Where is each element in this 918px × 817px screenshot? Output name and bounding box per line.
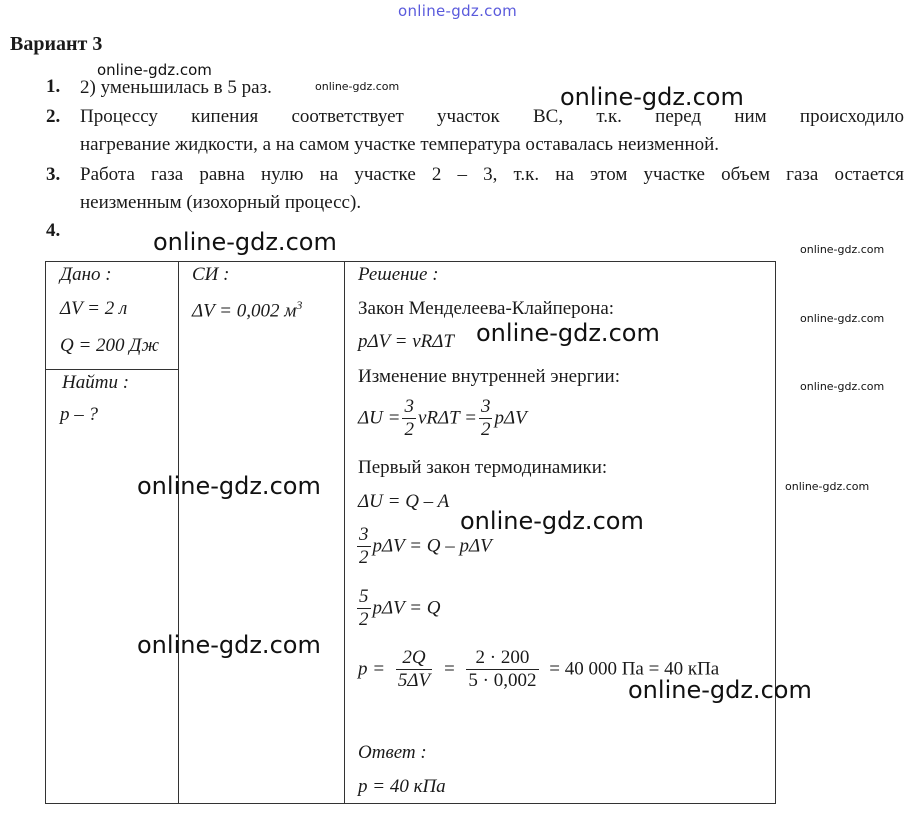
law-first-thermo: Первый закон термодинамики:	[358, 457, 608, 478]
law-internal-energy: Изменение внутренней энергии:	[358, 366, 620, 387]
eq4-rest: pΔV = Q – pΔV	[372, 535, 492, 557]
eq6-frac1-num: 2Q	[396, 647, 432, 670]
eq2-frac-a-num: 3	[404, 396, 414, 417]
watermark-11: online-gdz.com	[476, 319, 660, 347]
eq6-frac1-den: 5ΔV	[397, 670, 431, 691]
si-volume	[192, 298, 302, 322]
watermark-1: online-gdz.com	[97, 61, 212, 79]
eq6-fraction-2	[466, 647, 538, 692]
watermark-7: online-gdz.com	[800, 380, 885, 393]
find-heading: Найти :	[62, 372, 130, 393]
eq2-frac-b-num: 3	[480, 396, 491, 417]
answer-value: p = 40 кПа	[358, 776, 446, 797]
watermark-6: online-gdz.com	[800, 312, 885, 325]
given-heading: Дано :	[60, 264, 112, 285]
si-volume-exponent: 3	[296, 298, 303, 312]
eq6-frac2-den: 5 · 0,002	[468, 670, 537, 691]
solution-heading: Решение :	[358, 264, 439, 285]
watermark-10: online-gdz.com	[137, 631, 321, 659]
item-3-number: 3.	[46, 164, 61, 185]
find-cell	[46, 370, 179, 804]
eq5-frac-den: 2	[359, 609, 369, 630]
equation-3: ΔU = Q – A	[358, 491, 450, 512]
item-2-number: 2.	[46, 106, 61, 127]
equation-2	[358, 396, 527, 441]
watermark-12: online-gdz.com	[460, 507, 644, 535]
watermark-top: online-gdz.com	[398, 2, 518, 20]
watermark-9: online-gdz.com	[137, 472, 321, 500]
watermark-3: online-gdz.com	[560, 83, 744, 111]
eq2-fraction-b	[479, 396, 493, 441]
si-heading: СИ :	[192, 264, 230, 285]
item-2-line-1: Процессу кипения соответствует участок ВС, т.к. перед ним происходило	[80, 106, 904, 127]
eq6-frac2-num: 2 · 200	[466, 647, 538, 670]
eq2-fraction-a	[402, 396, 416, 441]
eq5-rest: pΔV = Q	[372, 597, 441, 619]
item-2-line-2: нагревание жидкости, а на самом участке температура оставалась неизменной.	[80, 134, 720, 155]
eq2-frac-b-den: 2	[480, 419, 491, 440]
eq2-lhs: ΔU =	[358, 407, 401, 429]
equation-5	[355, 586, 440, 631]
si-volume-text: ΔV = 0,002 м	[192, 300, 297, 322]
eq2-rhs: pΔV	[494, 407, 527, 429]
si-cell	[179, 262, 345, 804]
item-1-text: 2) уменьшилась в 5 раз.	[80, 77, 272, 98]
eq4-fraction	[357, 524, 371, 569]
eq2-frac-a-den: 2	[404, 419, 414, 440]
given-cell	[46, 262, 179, 370]
item-4-number: 4.	[46, 220, 61, 241]
item-3-line-1: Работа газа равна нулю на участке 2 – 3, т.к. на этом участке объем газа остается	[80, 164, 904, 185]
item-3-line-2: неизменным (изохорный процесс).	[80, 192, 362, 213]
law-mendeleev: Закон Менделеева-Клайперона:	[358, 298, 615, 319]
eq6-result: = 40 000 Па = 40 кПа	[549, 658, 720, 680]
problem-table	[45, 261, 776, 804]
equation-1: pΔV = νRΔT	[358, 331, 454, 352]
given-heat: Q = 200 Дж	[60, 335, 160, 356]
given-volume: ΔV = 2 л	[60, 298, 128, 319]
watermark-4: online-gdz.com	[153, 228, 337, 256]
item-2-text	[80, 103, 904, 159]
item-3-text	[80, 161, 904, 217]
eq6-fraction-1	[396, 647, 432, 692]
eq6-equals: =	[442, 658, 456, 680]
watermark-2: online-gdz.com	[315, 80, 400, 93]
item-1-number: 1.	[46, 76, 61, 97]
watermark-13: online-gdz.com	[628, 676, 812, 704]
eq4-frac-num: 3	[359, 524, 369, 545]
watermark-5: online-gdz.com	[800, 243, 885, 256]
eq5-frac-num: 5	[359, 586, 369, 607]
eq5-fraction	[357, 586, 371, 631]
eq4-frac-den: 2	[359, 547, 369, 568]
page-title: Вариант 3	[10, 33, 103, 55]
eq2-mid: νRΔT =	[417, 407, 477, 429]
answer-heading: Ответ :	[358, 742, 427, 763]
eq6-lhs: p =	[358, 658, 386, 680]
watermark-8: online-gdz.com	[785, 480, 870, 493]
find-value: p – ?	[60, 404, 98, 425]
